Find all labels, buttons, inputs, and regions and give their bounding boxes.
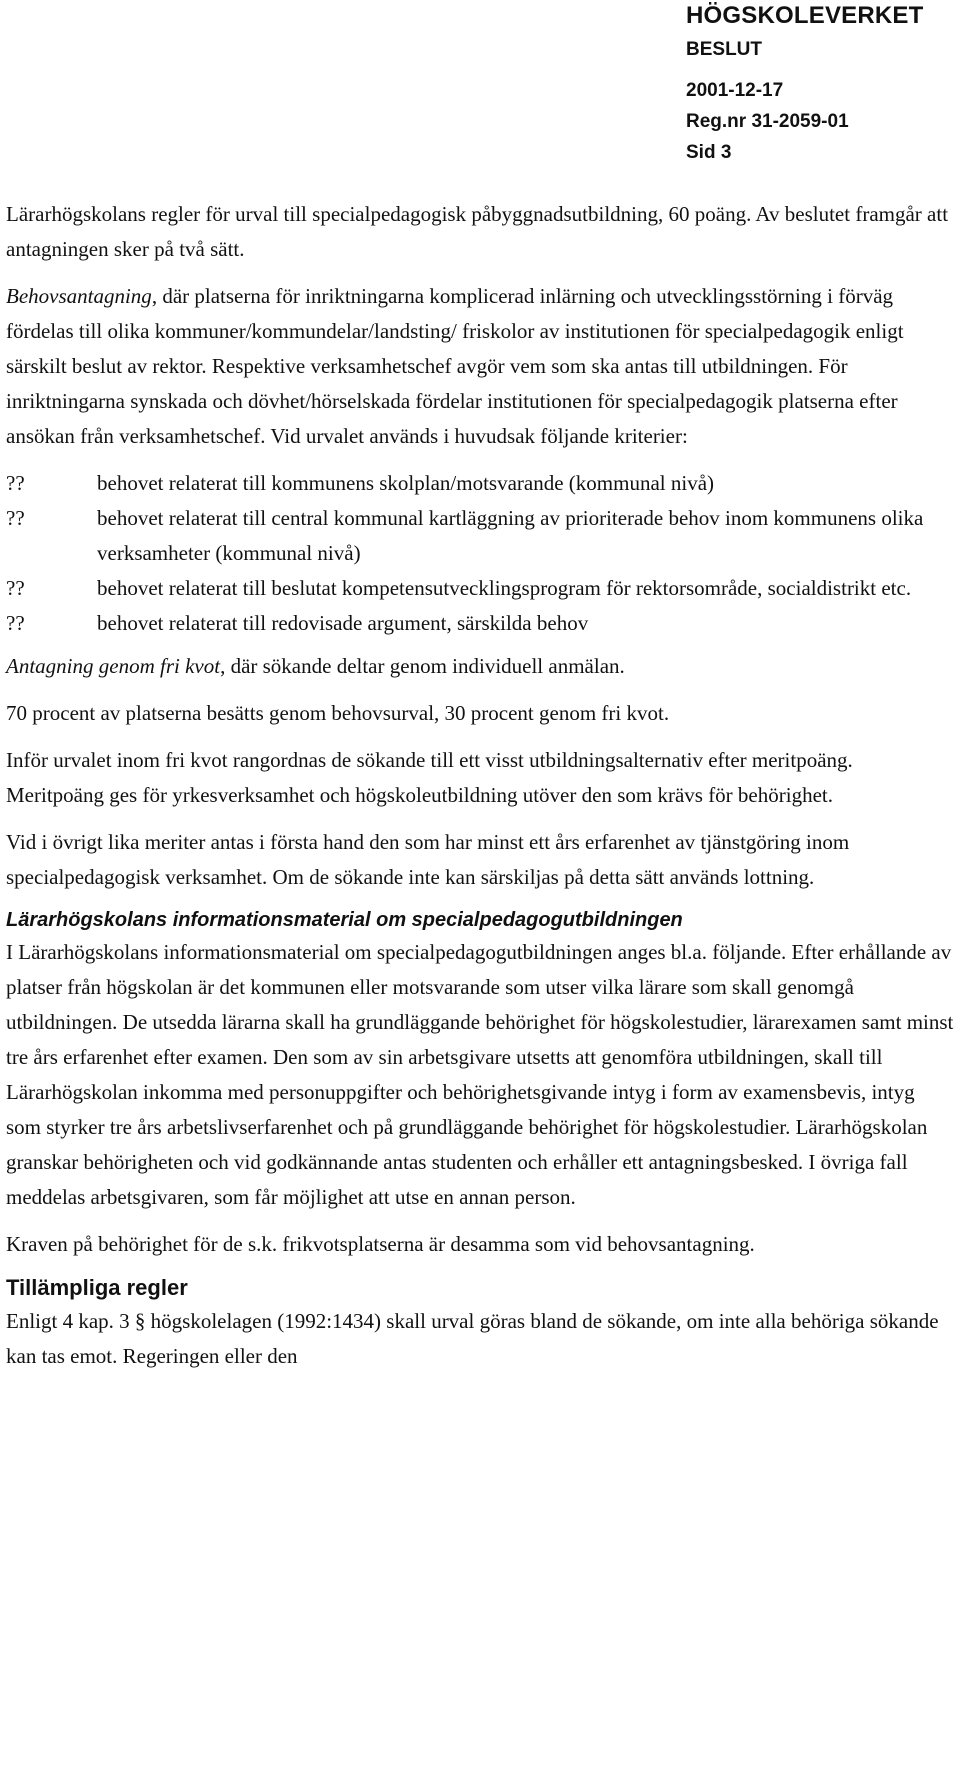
rules-paragraph: Enligt 4 kap. 3 § högskolelagen (1992:1434) skall urval göras bland de sökande, om inte alla behöriga sökande kan tas emot. Regeringen eller den: [6, 1309, 939, 1368]
bullet-marker: ??: [6, 611, 25, 635]
registration-number: Reg.nr 31-2059-01: [686, 111, 849, 132]
behovsantagning-paragraph: [6, 279, 954, 454]
behovsantagning-text: , där platserna för inriktningarna komplicerad inlärning och utvecklingsstörning i förväg fördelas till olika kommuner/kommundelar/landsting/ friskolor av institutionen för specialpedagogik enligt särskilt beslut av rektor. Respektive verksamhetschef avgör vem som ska antas till utbildningen. För inriktningarna synskada och dövhet/hörselskada fördelar institutionen för specialpedagogik platserna efter ansökan från verksamhetschef. Vid urvalet används i huvudsak följande kriterier:: [6, 284, 904, 448]
list-item-text: behovet relaterat till redovisade argument, särskilda behov: [97, 611, 589, 635]
list-item: [6, 466, 954, 501]
ranking-paragraph: Inför urvalet inom fri kvot rangordnas de sökande till ett visst utbildningsalternativ efter meritpoäng. Meritpoäng ges för yrkesverksamhet och högskoleutbildning utöver den som krävs för behörighet.: [6, 748, 853, 807]
requirements-paragraph: Kraven på behörighet för de s.k. frikvotsplatserna är desamma som vid behovsantagning.: [6, 1232, 755, 1256]
fri-kvot-paragraph: [6, 649, 954, 684]
list-item: [6, 606, 954, 641]
section-heading-rules: Tillämpliga regler: [6, 1275, 188, 1300]
list-item: [6, 501, 954, 571]
organization-name: HÖGSKOLEVERKET: [686, 2, 924, 29]
list-item-text: behovet relaterat till central kommunal kartläggning av prioriterade behov inom kommunens olika verksamheter (kommunal nivå): [97, 506, 924, 565]
document-body: [6, 197, 954, 1374]
criteria-list: [6, 466, 954, 641]
list-item-text: behovet relaterat till beslutat kompetensutvecklingsprogram för rektorsområde, socialdistrikt etc.: [97, 576, 912, 600]
percent-paragraph: 70 procent av platserna besätts genom behovsurval, 30 procent genom fri kvot.: [6, 701, 670, 725]
bullet-marker: ??: [6, 506, 25, 530]
fri-kvot-term: Antagning genom fri kvot: [6, 654, 221, 678]
information-paragraph: I Lärarhögskolans informationsmaterial om specialpedagogutbildningen anges bl.a. följande. Efter erhållande av platser från högskolan är det kommunen eller motsvarande som utser vilka lärare som skall genomgå utbildningen. De utsedda lärarna skall ha grundläggande behörighet för högskolestudier, lärarexamen samt minst tre års erfarenhet efter examen. Den som av sin arbetsgivare utsetts att genomföra utbildningen, skall till Lärarhögskolan inkomma med personuppgifter och behörighetsgivande intyg i form av examensbevis, intyg som styrker tre års arbetslivserfarenhet och på grundläggande behörighet för högskolestudier. Lärarhögskolan granskar behörigheten och vid godkännande antas studenten och erhåller ett antagningsbesked. I övriga fall meddelas arbetsgivaren, som får möjlighet att utse en annan person.: [6, 940, 954, 1209]
behovsantagning-term: Behovsantagning: [6, 284, 152, 308]
document-type: BESLUT: [686, 39, 762, 60]
page-number: Sid 3: [686, 142, 732, 163]
list-item-text: behovet relaterat till kommunens skolplan/motsvarande (kommunal nivå): [97, 471, 715, 495]
equal-merits-paragraph: Vid i övrigt lika meriter antas i första hand den som har minst ett års erfarenhet av tjänstgöring inom specialpedagogisk verksamhet. Om de sökande inte kan särskiljas på detta sätt används lottning.: [6, 830, 850, 889]
intro-paragraph: Lärarhögskolans regler för urval till specialpedagogisk påbyggnadsutbildning, 60 poäng. Av beslutet framgår att antagningen sker på två sätt.: [6, 202, 949, 261]
section-heading-information: Lärarhögskolans informationsmaterial om specialpedagogutbildningen: [6, 909, 683, 931]
bullet-marker: ??: [6, 576, 25, 600]
bullet-marker: ??: [6, 471, 25, 495]
list-item: [6, 571, 954, 606]
document-date: 2001-12-17: [686, 80, 784, 101]
fri-kvot-text: , där sökande deltar genom individuell anmälan.: [220, 654, 625, 678]
